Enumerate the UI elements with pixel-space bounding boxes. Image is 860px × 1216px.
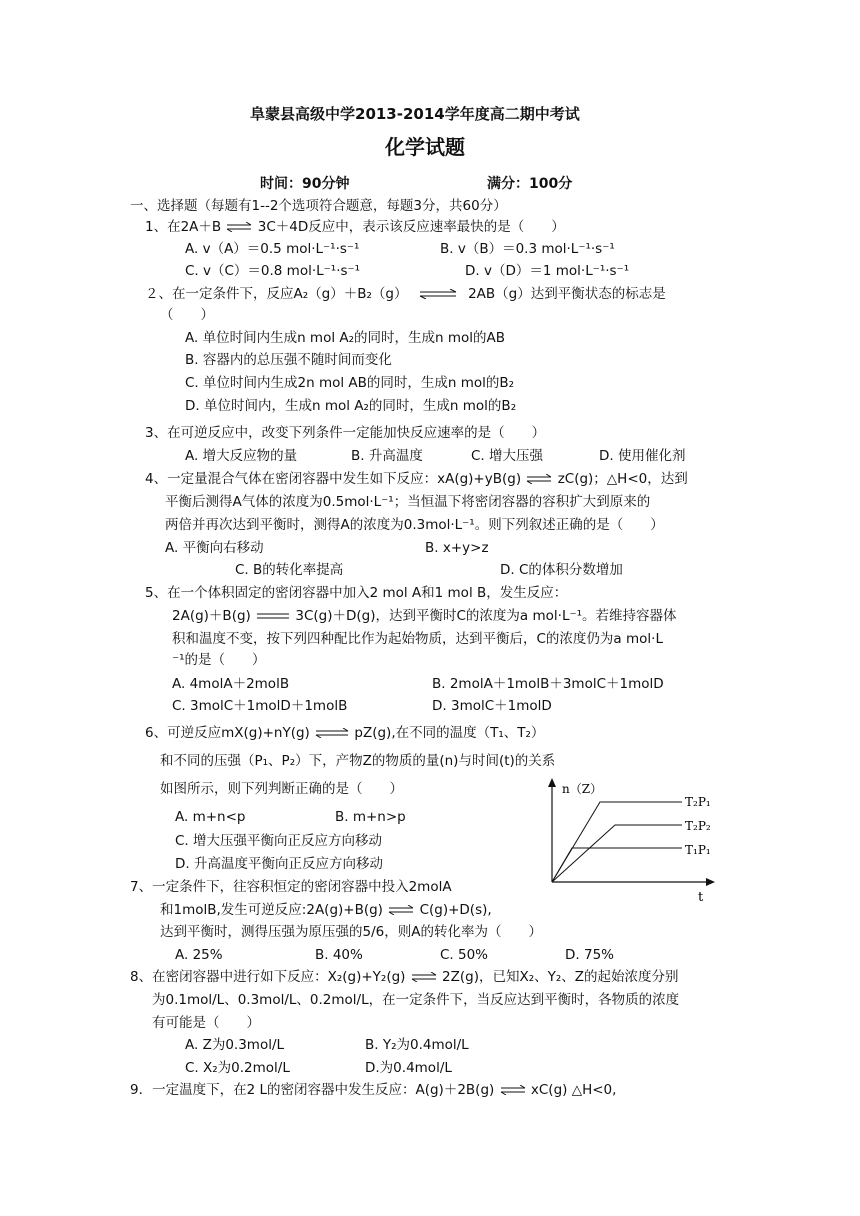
reversible-arrow-icon [387,905,415,915]
q6-option-c: C. 增大压强平衡向正反应方向移动 [175,833,383,849]
question-8-line3: 有可能是（ ） [152,1015,260,1031]
q9-line1-part1: 9．一定温度下，在2 L的密闭容器中发生反应：A(g)＋2B(g) [130,1082,495,1098]
question-1-stem [145,218,565,236]
nz-vs-time-graph [530,775,730,905]
q3-option-d: D. 使用催化剂 [599,448,686,464]
q2-option-a: A. 单位时间内生成n mol A₂的同时，生成n mol的AB [185,330,506,346]
q1-stem-part2: 3C＋4D反应中，表示该反应速率最快的是（ ） [257,219,565,235]
question-7-line3: 达到平衡时，测得压强为原压强的5/6，则A的转化率为（ ） [160,924,542,940]
question-4-line2: 平衡后测得A气体的浓度为0.5mol·L⁻¹；当恒温下将密闭容器的容积扩大到原来的 [165,494,651,510]
reversible-arrow-icon [525,474,553,484]
exam-title: 阜蒙县高级中学2013-2014学年度高二期中考试 [250,105,580,123]
q5-line2-part2: 3C(g)＋D(g)，达到平衡时C的浓度为a mol·L⁻¹。若维持容器体 [295,608,677,624]
q1-option-a: A. v（A）＝0.5 mol·L⁻¹·s⁻¹ [185,241,360,257]
question-2-stem [145,285,666,303]
q3-option-c: C. 增大压强 [471,448,544,464]
q5-line2-part1: 2A(g)＋B(g) [172,608,251,624]
curve-label-t1p1: T₁P₁ [685,843,711,857]
question-7-line1: 7、一定条件下，往容积恒定的密闭容器中投入2molA [130,879,452,895]
reversible-arrow-icon [410,972,438,982]
question-7-line2 [160,901,492,919]
q3-option-b: B. 升高温度 [351,448,423,464]
question-9-line1 [130,1081,616,1099]
q4-option-c: C. B的转化率提高 [235,562,344,578]
q4-option-a: A. 平衡向右移动 [165,540,264,556]
curve-label-t2p1: T₂P₁ [685,795,711,809]
exam-time: 时间：90分钟 [260,176,350,192]
q5-option-b: B. 2molA＋1molB＋3molC＋1molD [432,676,664,692]
q4-line1-part1: 4、一定量混合气体在密闭容器中发生如下反应：xA(g)+yB(g) [145,471,522,487]
q6-option-d: D. 升高温度平衡向正反应方向移动 [175,856,383,872]
question-5-line2 [172,607,677,625]
question-6-line1 [145,724,544,742]
q7-line2-part1: 和1molB,发生可逆反应:2A(g)+B(g) [160,902,383,918]
question-3-stem: 3、在可逆反应中，改变下列条件一定能加快反应速率的是（ ） [145,425,546,441]
q6-option-a: A. m+n<p [175,809,246,825]
q6-line1-part2: pZ(g),在不同的温度（T₁、T₂） [354,725,545,741]
q2-option-d: D. 单位时间内，生成n mol A₂的同时，生成n mol的B₂ [185,398,517,414]
q4-option-b: B. x+y>z [425,540,489,556]
q1-option-d: D. v（D）＝1 mol·L⁻¹·s⁻¹ [465,263,630,279]
q7-option-b: B. 40% [315,947,363,963]
q7-line2-part2: C(g)+D(s), [419,902,492,918]
reversible-arrow-icon [499,1085,527,1095]
q5-option-a: A. 4molA＋2molB [172,676,290,692]
q8-option-b: B. Y₂为0.4mol/L [365,1037,469,1053]
q7-option-d: D. 75% [565,947,614,963]
q2-stem-part1: ２、在一定条件下，反应A₂（g）＋B₂（g） [145,286,408,302]
reversible-arrow-icon [418,289,458,299]
y-axis-label: n（Z） [562,782,603,796]
curve-t2p2 [552,825,682,882]
question-8-line2: 为0.1mol/L、0.3mol/L、0.2mol/L，在一定条件下，当反应达到平衡时，各物质的浓度 [152,992,680,1008]
exam-score: 满分：100分 [487,176,573,192]
q8-option-c: C. X₂为0.2mol/L [185,1060,290,1076]
q8-option-a: A. Z为0.3mol/L [185,1037,285,1053]
q8-line1-part2: 2Z(g)，已知X₂、Y₂、Z的起始浓度分别 [442,969,679,985]
q3-option-a: A. 增大反应物的量 [185,448,298,464]
q2-answer-paren: （ ） [160,307,214,323]
q1-stem-part1: 1、在2A＋B [145,219,222,235]
question-4-line1 [145,470,688,488]
q7-option-c: C. 50% [440,947,489,963]
question-5-line4: ⁻¹的是（ ） [172,652,266,668]
reversible-arrow-icon [314,728,350,738]
q1-option-c: C. v（C）＝0.8 mol·L⁻¹·s⁻¹ [185,263,361,279]
q4-option-d: D. C的体积分数增加 [500,562,623,578]
question-4-line3: 两倍并再次达到平衡时，测得A的浓度为0.3mol·L⁻¹。则下列叙述正确的是（ ） [165,517,664,533]
y-axis-arrow-icon [548,778,556,787]
q4-line1-part2: zC(g)；△H<0，达到 [557,471,688,487]
question-6-line2: 和不同的压强（P₁、P₂）下，产物Z的物质的量(n)与时间(t)的关系 [160,753,556,769]
question-8-line1 [130,968,679,986]
question-5-line1: 5、在一个体积固定的密闭容器中加入2 mol A和1 mol B，发生反应： [145,585,568,601]
q8-line1-part1: 8、在密闭容器中进行如下反应：X₂(g)+Y₂(g) [130,969,406,985]
section-heading: 一、选择题（每题有1--2个选项符合题意，每题3分，共60分） [130,198,507,214]
q8-option-d: D.为0.4mol/L [365,1060,452,1076]
q6-line1-part1: 6、可逆反应mX(g)+nY(g) [145,725,310,741]
q5-option-c: C. 3molC＋1molD＋1molB [172,698,348,714]
subject-title: 化学试题 [385,135,465,159]
q1-option-b: B. v（B）＝0.3 mol·L⁻¹·s⁻¹ [440,241,615,257]
q7-option-a: A. 25% [175,947,223,963]
curve-t2p1 [552,802,682,882]
reversible-arrow-icon [225,222,253,232]
question-5-line3: 积和温度不变，按下列四种配比作为起始物质，达到平衡后，C的浓度仍为a mol·L [172,631,663,647]
x-axis-label: t [698,890,704,905]
reversible-arrow-icon [255,611,291,621]
curve-label-t2p2: T₂P₂ [685,819,711,833]
q9-line1-part2: xC(g) △H<0, [530,1082,617,1098]
question-6-line3: 如图所示，则下列判断正确的是（ ） [160,781,403,797]
q5-option-d: D. 3molC＋1molD [432,698,552,714]
q2-option-c: C. 单位时间内生成2n mol AB的同时，生成n mol的B₂ [185,375,515,391]
q6-option-b: B. m+n>p [335,809,406,825]
x-axis-arrow-icon [706,878,715,886]
q2-option-b: B. 容器内的总压强不随时间而变化 [185,352,392,368]
q2-stem-part2: 2AB（g）达到平衡状态的标志是 [468,286,666,302]
